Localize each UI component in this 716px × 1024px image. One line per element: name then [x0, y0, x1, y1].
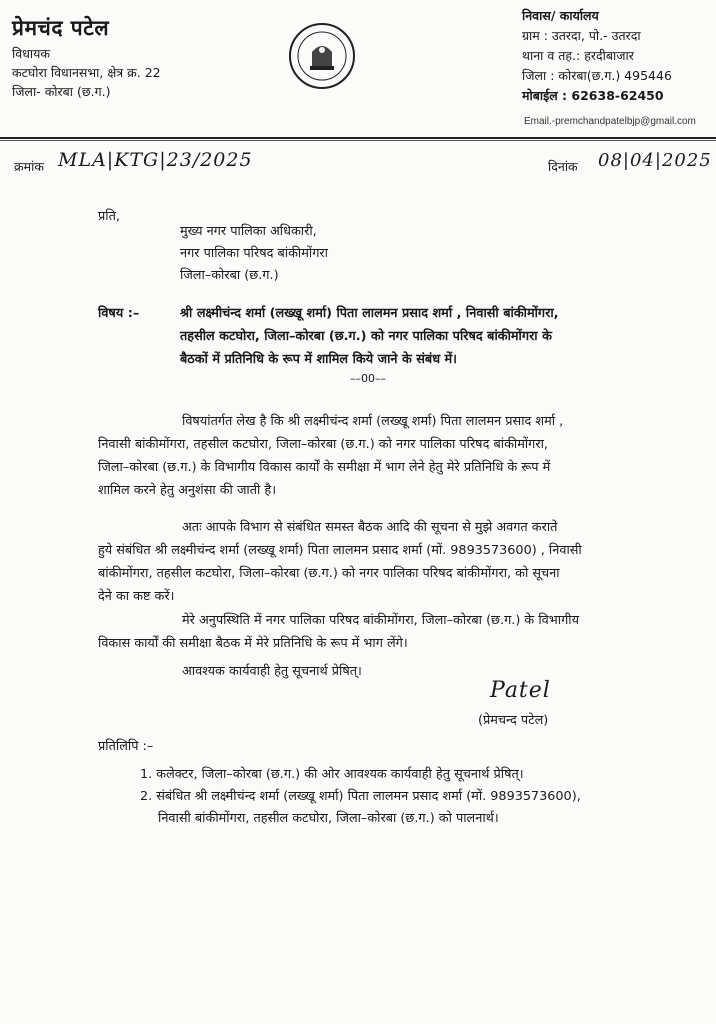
mla-details — [12, 44, 161, 101]
mobile-number: मोबाईल : 62638-62450 — [522, 88, 664, 103]
reference-number: MLA|KTG|23/2025 — [58, 149, 253, 171]
copy-item-1: 1. कलेक्टर, जिला–कोरबा (छ.ग.) की ओर आवश्यक कार्यवाही हेतु सूचनार्थ प्रेषित्। — [140, 767, 524, 782]
para2-line-4: देने का कष्ट करें। — [98, 589, 175, 604]
reference-label: क्रमांक — [14, 159, 44, 174]
assembly-seal-icon — [288, 22, 356, 90]
header-divider — [0, 137, 716, 139]
district: जिला- कोरबा (छ.ग.) — [12, 84, 111, 99]
designation: विधायक — [12, 46, 50, 61]
subject-separator: ––00–– — [350, 372, 386, 385]
addressee-line-3: जिला–कोरबा (छ.ग.) — [180, 268, 279, 283]
mla-name: प्रेमचंद पटेल — [12, 16, 110, 40]
email-address: Email.-premchandpatelbjp@gmail.com — [524, 116, 696, 127]
signatory-name: (प्रेमचन्द पटेल) — [478, 713, 549, 728]
addressee-line-1: मुख्य नगर पालिका अधिकारी, — [180, 224, 317, 239]
para2-line-1: अतः आपके विभाग से संबंधित समस्त बैठक आदि की सूचना से मुझे अवगत कराते — [182, 520, 558, 535]
signature-scribble: Patel — [490, 678, 551, 703]
para1-line-3: जिला–कोरबा (छ.ग.) के विभागीय विकास कार्यों के समीक्षा में भाग लेने हेतु मेरे प्रतिनिधि के रूप में — [98, 460, 551, 475]
copy-label: प्रतिलिपि :– — [98, 739, 154, 754]
copy-item-2-line-1: 2. संबंधित श्री लक्ष्मीचंन्द शर्मा (लख्खू शर्मा) पिता लालमन प्रसाद शर्मा (मों. 9893573600), — [140, 789, 581, 804]
subject-line-3: बैठकों में प्रतिनिधि के रूप में शामिल किये जाने के संबंध में। — [180, 352, 458, 367]
para1-line-1: विषयांतर्गत लेख है कि श्री लक्ष्मीचंन्द शर्मा (लख्खू शर्मा) पिता लालमन प्रसाद शर्मा , — [182, 414, 564, 429]
subject-line-2: तहसील कटघोरा, जिला–कोरबा (छ.ग.) को नगर पालिका परिषद बांकीमोंगरा के — [180, 329, 552, 344]
addressee-line-2: नगर पालिका परिषद बांकीमोंगरा — [180, 246, 328, 261]
date-label: दिनांक — [548, 159, 578, 174]
para3-line-1: मेरे अनुपस्थिति में नगर पालिका परिषद बांकीमोंगरा, जिला–कोरबा (छ.ग.) के विभागीय — [182, 613, 580, 628]
para2-line-2: हुये संबंधित श्री लक्ष्मीचंन्द शर्मा (लख्खू शर्मा) पिता लालमन प्रसाद शर्मा (मों. 9893573600) , निवासी — [98, 543, 582, 558]
header-divider-thin — [0, 140, 716, 141]
address-line-village: ग्राम : उतरदा, पो.- उतरदा — [522, 28, 641, 43]
para2-line-3: बांकीमोंगरा, तहसील कटघोरा, जिला–कोरबा (छ.ग.) को नगर पालिका परिषद बांकीमोंगरा, को सूचना — [98, 566, 560, 581]
para4: आवश्यक कार्यवाही हेतु सूचनार्थ प्रेषित्। — [182, 664, 362, 679]
constituency: कटघोरा विधानसभा, क्षेत्र क्र. 22 — [12, 65, 161, 80]
address-line-district: जिला : कोरबा(छ.ग.) 495446 — [522, 68, 672, 83]
copy-item-2-line-2: निवासी बांकीमोंगरा, तहसील कटघोरा, जिला–कोरबा (छ.ग.) को पालनार्थ। — [158, 811, 499, 826]
address-block — [522, 6, 672, 106]
date-value: 08|04|2025 — [598, 150, 712, 171]
prati: प्रति, — [98, 209, 120, 224]
address-title: निवास/ कार्यालय — [522, 8, 599, 23]
para1-line-2: निवासी बांकीमोंगरा, तहसील कटघोरा, जिला–कोरबा (छ.ग.) को नगर पालिका परिषद बांकीमोंगरा, — [98, 437, 548, 452]
address-line-thana: थाना व तह.: हरदीबाजार — [522, 48, 634, 63]
para3-line-2: विकास कार्यों की समीक्षा बैठक में मेरे प्रतिनिधि के रूप में भाग लेंगे। — [98, 636, 408, 651]
subject-label: विषय :– — [98, 306, 140, 321]
subject-line-1: श्री लक्ष्मीचंन्द शर्मा (लख्खू शर्मा) पिता लालमन प्रसाद शर्मा , निवासी बांकीमोंगरा, — [180, 306, 559, 321]
para1-line-4: शामिल करने हेतु अनुशंसा की जाती है। — [98, 483, 277, 498]
